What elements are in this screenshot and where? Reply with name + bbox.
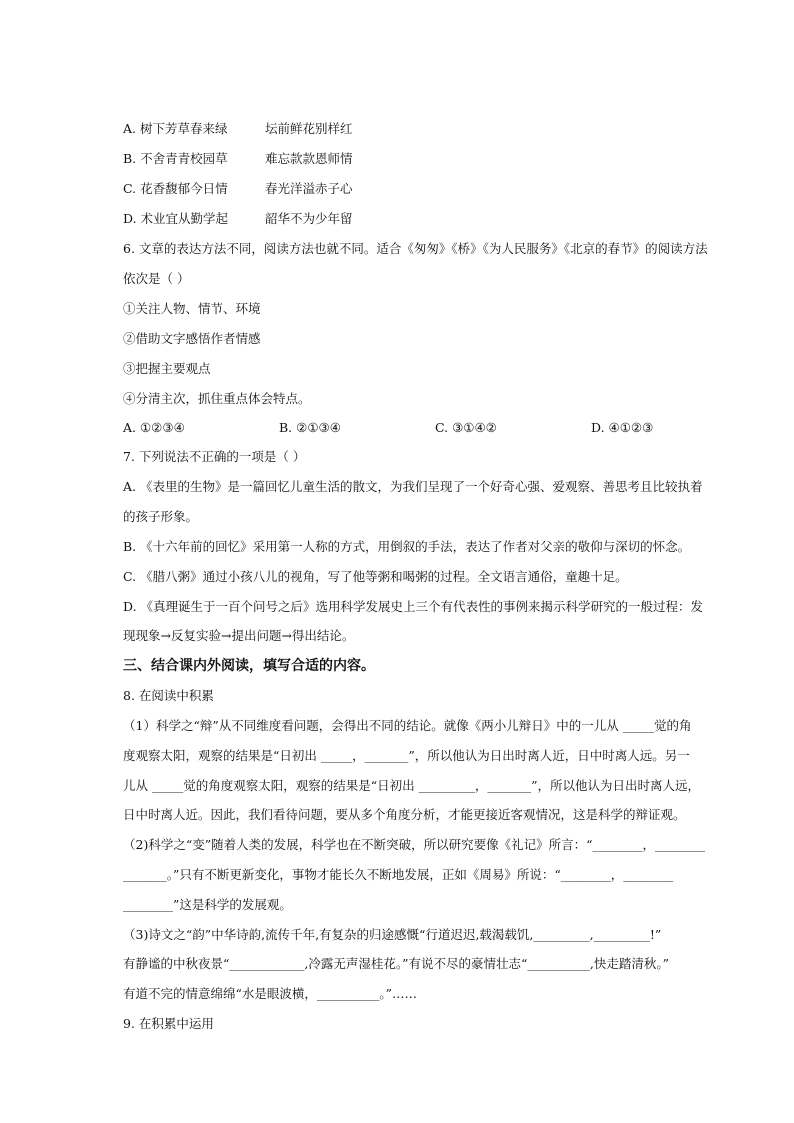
- q7-option-d-line2: 现现象→反复实验→提出问题→得出结论。: [123, 628, 355, 643]
- q8-part2-line2: _______。”只有不断更新变化，事物才能长久不断地发展，正如《周易》所说：“________，________: [123, 867, 674, 882]
- q5-option-b: [123, 150, 228, 168]
- q8-part3-line3: 有道不完的情意绵绵“水是眼波横，__________。”……: [123, 986, 418, 1001]
- q5-option-d: [123, 210, 228, 228]
- q7-stem: 7. 下列说法不正确的一项是（ ）: [123, 449, 306, 464]
- q5-option-c-right: 春光洋溢赤子心: [265, 181, 353, 196]
- q7-option-a-line1: A. 《表里的生物》是一篇回忆儿童生活的散文，为我们呈现了一个好奇心强、爱观察、善思考且比较执着: [123, 479, 703, 494]
- q8-part2-line1: （2)科学之“变”随着人类的发展，科学也在不断突破，所以研究要像《礼记》所言：“________，________: [123, 837, 706, 852]
- q6-stem-line1: 6. 文章的表达方法不同，阅读方法也就不同。适合《匆匆》《桥》《为人民服务》《北京的春节》的阅读方法: [123, 241, 708, 256]
- option-letter: A.: [123, 121, 137, 136]
- option-left-text: 术业宜从勤学起: [140, 211, 229, 226]
- option-left-text: 花香馥郁今日情: [140, 181, 228, 196]
- section-3-heading: 三、结合课内外阅读，填写合适的内容。: [123, 658, 375, 674]
- q6-item-1: ①关注人物、情节、环境: [123, 301, 261, 316]
- option-letter: C.: [123, 181, 137, 196]
- q8-part1-line2: 度观察太阳，观察的结果是“日初出 _____，_______”，所以他认为日出时离人近，日中时离人远。另一: [123, 748, 690, 763]
- q7-option-b: B. 《十六年前的回忆》采用第一人称的方式，用倒叙的手法，表达了作者对父亲的敬仰与深切的怀念。: [123, 539, 691, 554]
- q8-part1-line3: 儿从 _____觉的角度观察太阳，观察的结果是“日初出 _________，_______”，所以他认为日出时离人远，: [123, 778, 700, 793]
- q6-item-4: ④分清主次，抓住重点体会特点。: [123, 391, 311, 406]
- q5-option-b-right: 难忘款款恩师情: [265, 151, 353, 166]
- q6-choice-b: B. ②①③④: [279, 420, 341, 435]
- option-letter: D.: [123, 211, 137, 226]
- q6-choice-d: D. ④①②③: [591, 420, 654, 435]
- q8-part1-line4: 日中时离人近。因此，我们看待问题，要从多个角度分析，才能更接近客观情况，这是科学的辩证观。: [123, 807, 686, 822]
- q6-choice-c: C. ③①④②: [435, 420, 497, 435]
- q6-choice-a: A. ①②③④: [123, 420, 185, 435]
- option-letter: B.: [123, 151, 137, 166]
- q8-part3-line2: 有静谧的中秋夜景“____________,冷露无声湿桂花。”有说不尽的豪情壮志“__________,快走踏清秋。”: [123, 956, 670, 971]
- q5-option-d-right: 韶华不为少年留: [265, 211, 353, 226]
- q8-part1-line1: （1）科学之“辩”从不同维度看问题，会得出不同的结论。就像《两小儿辩日》中的一儿从 _____觉的角: [123, 718, 692, 733]
- option-left-text: 不舍青青校园草: [140, 151, 228, 166]
- q6-item-3: ③把握主要观点: [123, 361, 211, 376]
- q7-option-c: C. 《腊八粥》通过小孩八儿的视角，写了他等粥和喝粥的过程。全文语言通俗，童趣十足。: [123, 569, 628, 584]
- q8-part2-line3: ________”这是科学的发展观。: [123, 897, 292, 912]
- q7-option-d-line1: D. 《真理诞生于一百个问号之后》选用科学发展史上三个有代表性的事例来揭示科学研究的一般过程：发: [123, 599, 704, 614]
- q7-option-a-line2: 的孩子形象。: [123, 509, 199, 524]
- q8-title: 8. 在阅读中积累: [123, 688, 214, 703]
- q5-option-c: [123, 180, 228, 198]
- q6-item-2: ②借助文字感悟作者情感: [123, 331, 261, 346]
- q5-option-a: [123, 120, 228, 138]
- q5-option-a-right: 坛前鲜花别样红: [265, 121, 353, 136]
- q6-stem-line2: 依次是（ ）: [123, 271, 190, 286]
- q9-title: 9. 在积累中运用: [123, 1016, 214, 1031]
- option-left-text: 树下芳草春来绿: [140, 121, 228, 136]
- q8-part3-line1: （3)诗文之“韵”中华诗韵,流传千年,有复杂的归途感慨“行道迟迟,载渴载饥,_________,_________!”: [123, 927, 662, 942]
